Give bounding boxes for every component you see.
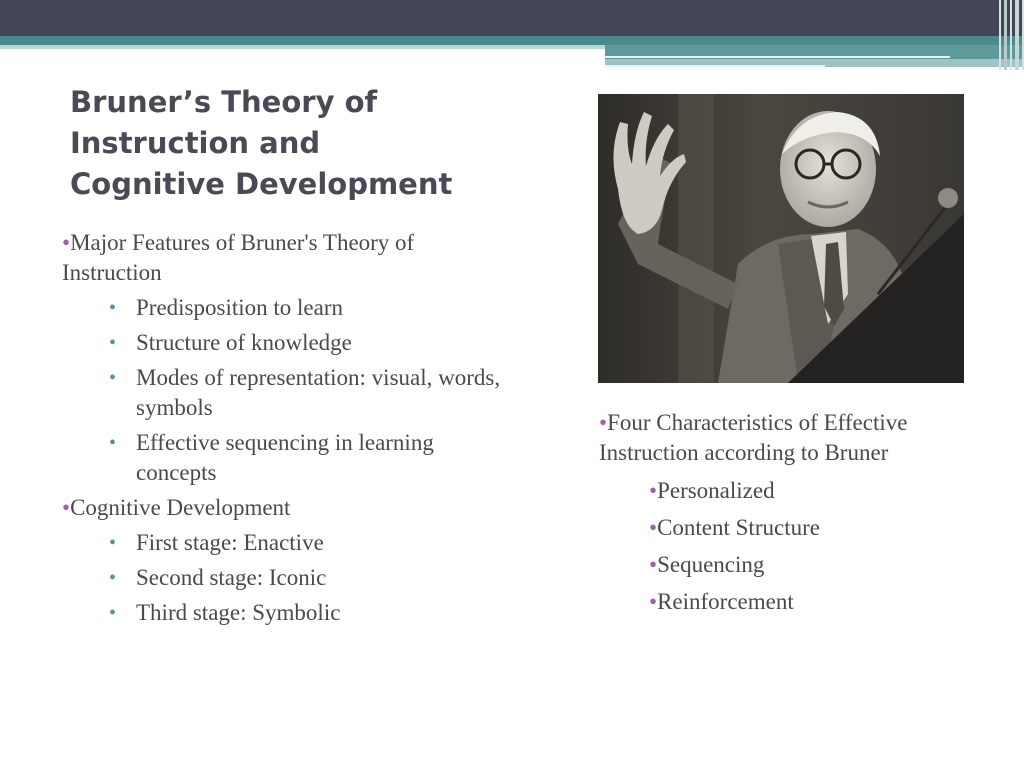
title-line: Cognitive Development [70,167,453,201]
sub-list-item: • Effective sequencing in learning concepts [109,430,434,485]
title-line: Instruction and [70,126,321,160]
corner-stripes [992,0,1024,70]
thin-line [605,56,950,58]
sub-list-item: •Sequencing [649,552,765,577]
bullet-icon: • [109,432,117,454]
teal-band [0,36,1024,45]
slide-title [70,82,490,205]
sub-list-item: •Reinforcement [649,589,794,614]
bullet-icon: • [109,367,117,389]
speaker-photo [598,94,964,383]
sub-list-item: • Third stage: Symbolic [62,598,512,628]
sub-list-item: •Content Structure [649,515,820,540]
sub-list-item: • Second stage: Iconic [62,563,512,593]
list-item-text: Four Characteristics of Effective Instruction according to Bruner [599,410,908,465]
list-item-text: Cognitive Development [70,495,291,520]
sub-list-item: •Personalized [649,478,775,503]
title-line: Bruner’s Theory of [70,85,378,119]
list-item-text: Major Features of Bruner's Theory of Instruction [62,230,415,285]
bullet-icon: • [109,532,117,554]
bullet-icon: • [109,567,117,589]
thin-line [605,65,825,67]
list-item: •Cognitive Development [62,495,291,520]
header-bar [0,0,1024,36]
list-item: •Major Features of Bruner's Theory of Instruction [62,230,415,285]
bullet-icon: • [109,297,117,319]
sub-list-item: • Predisposition to learn [62,293,512,323]
left-bullet-list [62,228,512,633]
right-bullet-list [599,408,999,624]
bullet-icon: • [109,602,117,624]
bullet-icon: • [109,332,117,354]
sub-list-item: • Structure of knowledge [62,328,512,358]
light-band [0,45,605,49]
list-item: •Four Characteristics of Effective Instruction according to Bruner [599,410,908,465]
sub-list-item: • First stage: Enactive [62,528,512,558]
sub-list-item: • Modes of representation: visual, words, symbols [109,365,501,420]
